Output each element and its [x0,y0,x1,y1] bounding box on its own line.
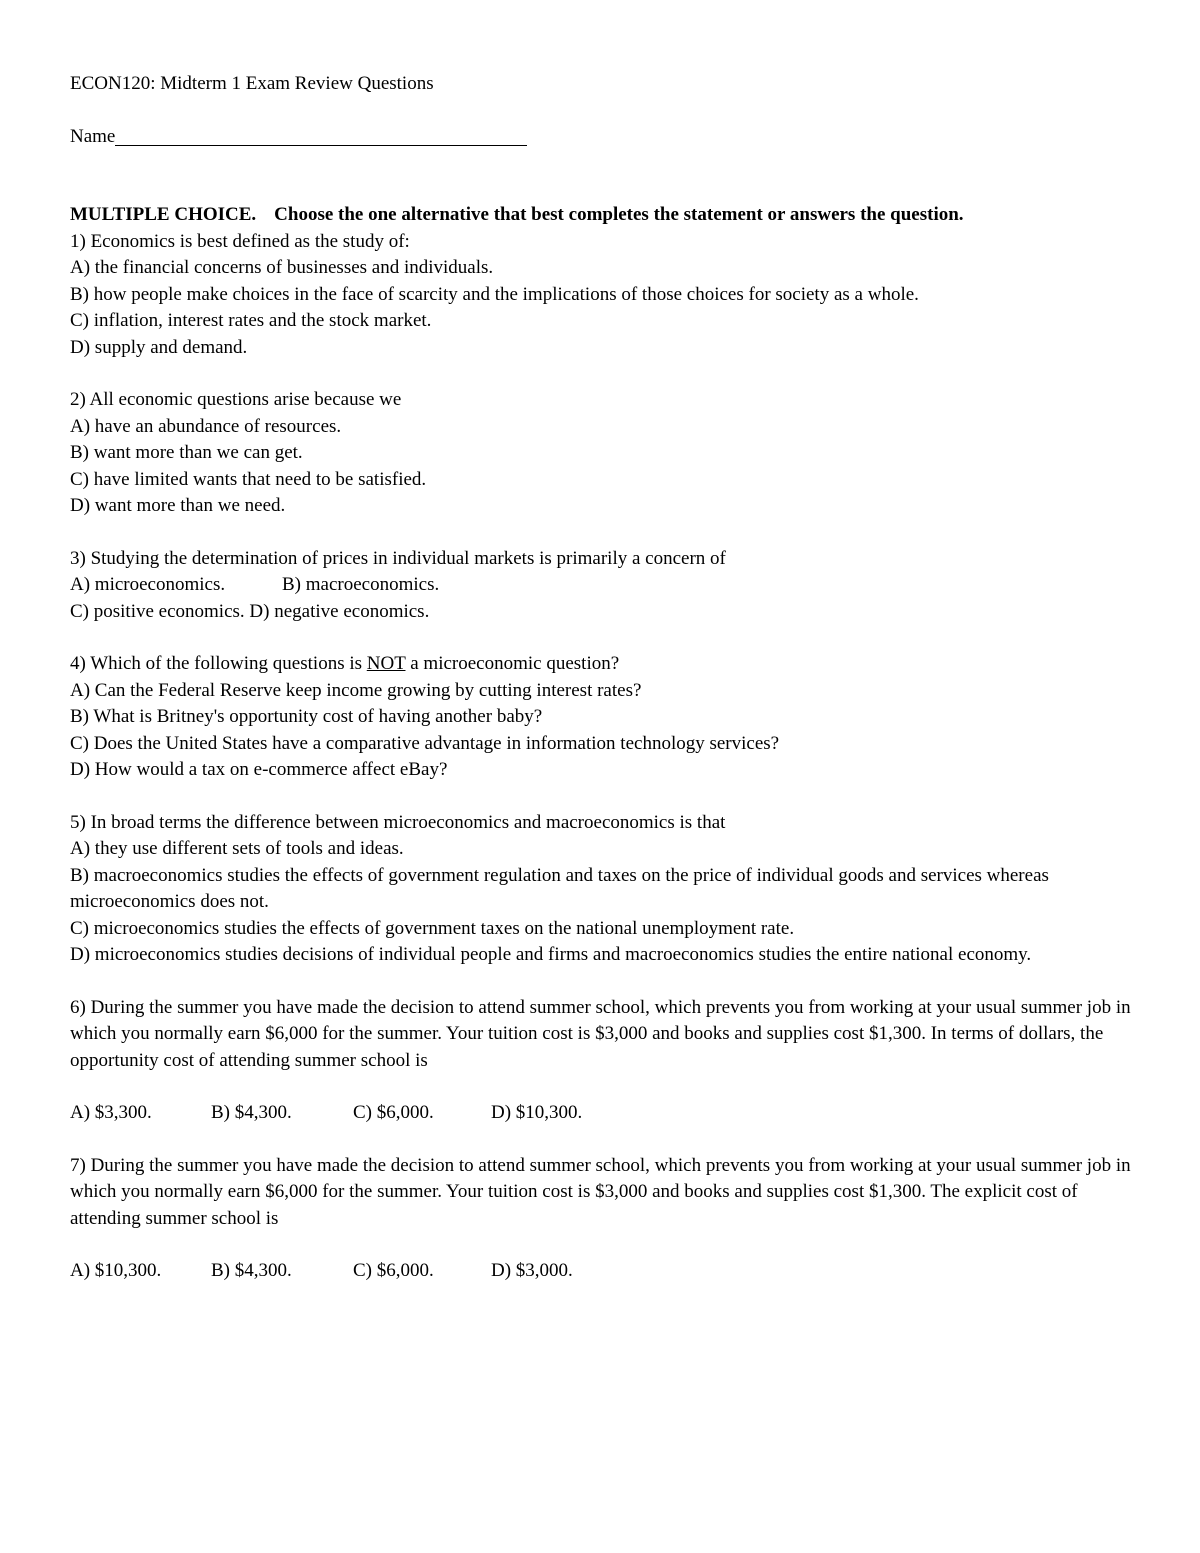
options-row [70,1258,1140,1285]
option-a: A) have an abundance of resources. [70,415,342,437]
question-stem: 1) Economics is best defined as the study of: [70,230,410,252]
option-d: D) want more than we need. [70,495,286,516]
option-c: C) have limited wants that need to be satisfied. [70,468,427,490]
question-6 [70,995,1140,1127]
question-stem: 5) In broad terms the difference between microeconomics and macroeconomics is that [70,811,726,833]
section-label: MULTIPLE CHOICE. [70,204,257,225]
question-4 [70,651,1140,784]
option-a: A) they use different sets of tools and ideas. [70,838,404,859]
question-stem: 6) During the summer you have made the decision to attend summer school, which prevents you from working at your usual summer job in which you normally earn $6,000 for the summer. Your tuition cost is $3,000 and books and supplies cost $1,300. In terms of dollars, the opportunity cost of attending summer school is [70,996,1131,1071]
option-d: D) negative economics. [249,600,430,622]
option-c: C) inflation, interest rates and the stock market. [70,310,432,331]
name-label: Name [70,125,116,147]
question-5 [70,810,1140,969]
options-row [70,1100,1140,1127]
option-a: A) $3,300. [70,1102,152,1123]
section-heading [70,202,1140,229]
stem-text: 4) Which of the following questions is [70,653,367,674]
option-b: B) want more than we can get. [70,442,303,463]
question-stem: 3) Studying the determination of prices in individual markets is primarily a concern of [70,547,726,569]
option-d: D) $3,000. [491,1260,573,1281]
option-c: C) microeconomics studies the effects of government taxes on the national unemployment rate. [70,917,795,939]
question-2 [70,387,1140,520]
section-instructions: Choose the one alternative that best completes the statement or answers the question. [274,204,964,225]
option-d: D) How would a tax on e-commerce affect eBay? [70,759,448,780]
question-stem: 2) All economic questions arise because we [70,389,402,410]
options-row-1 [70,572,1140,599]
option-a: A) microeconomics. [70,574,226,595]
option-a: A) $10,300. [70,1260,162,1281]
option-b: B) $4,300. [211,1260,292,1281]
name-blank-line[interactable] [115,127,527,146]
option-b: B) What is Britney's opportunity cost of having another baby? [70,706,543,727]
option-c: C) $6,000. [353,1260,434,1281]
option-b: B) how people make choices in the face of scarcity and the implications of those choices for society as a whole. [70,283,919,305]
page-title: ECON120: Midterm 1 Exam Review Questions [70,73,434,94]
option-d: D) $10,300. [491,1102,583,1123]
option-a: A) the financial concerns of businesses and individuals. [70,257,494,278]
option-d: D) supply and demand. [70,336,248,358]
option-b: B) macroeconomics. [282,574,440,595]
option-b: B) macroeconomics studies the effects of government regulation and taxes on the price of individual goods and services whereas microeconomics does not. [70,864,1049,912]
option-c: C) Does the United States have a comparative advantage in information technology services? [70,732,780,754]
option-b: B) $4,300. [211,1102,292,1123]
name-line [70,124,1140,151]
options-row-2 [70,599,1140,626]
option-a: A) Can the Federal Reserve keep income growing by cutting interest rates? [70,679,642,701]
option-d: D) microeconomics studies decisions of individual people and firms and macroeconomics studies the entire national economy. [70,944,1032,965]
stem-text: a microeconomic question? [405,653,620,674]
option-c: C) positive economics. [70,600,245,622]
question-1 [70,229,1140,362]
stem-emphasis: NOT [366,653,406,674]
exam-page [70,71,1140,1285]
option-c: C) $6,000. [353,1102,434,1123]
question-3 [70,546,1140,626]
question-stem: 7) During the summer you have made the decision to attend summer school, which prevents you from working at your usual summer job in which you normally earn $6,000 for the summer. Your tuition cost is $3,000 and books and supplies cost $1,300. The explicit cost of attending summer school is [70,1154,1131,1229]
question-7 [70,1153,1140,1285]
question-stem [70,651,1140,678]
